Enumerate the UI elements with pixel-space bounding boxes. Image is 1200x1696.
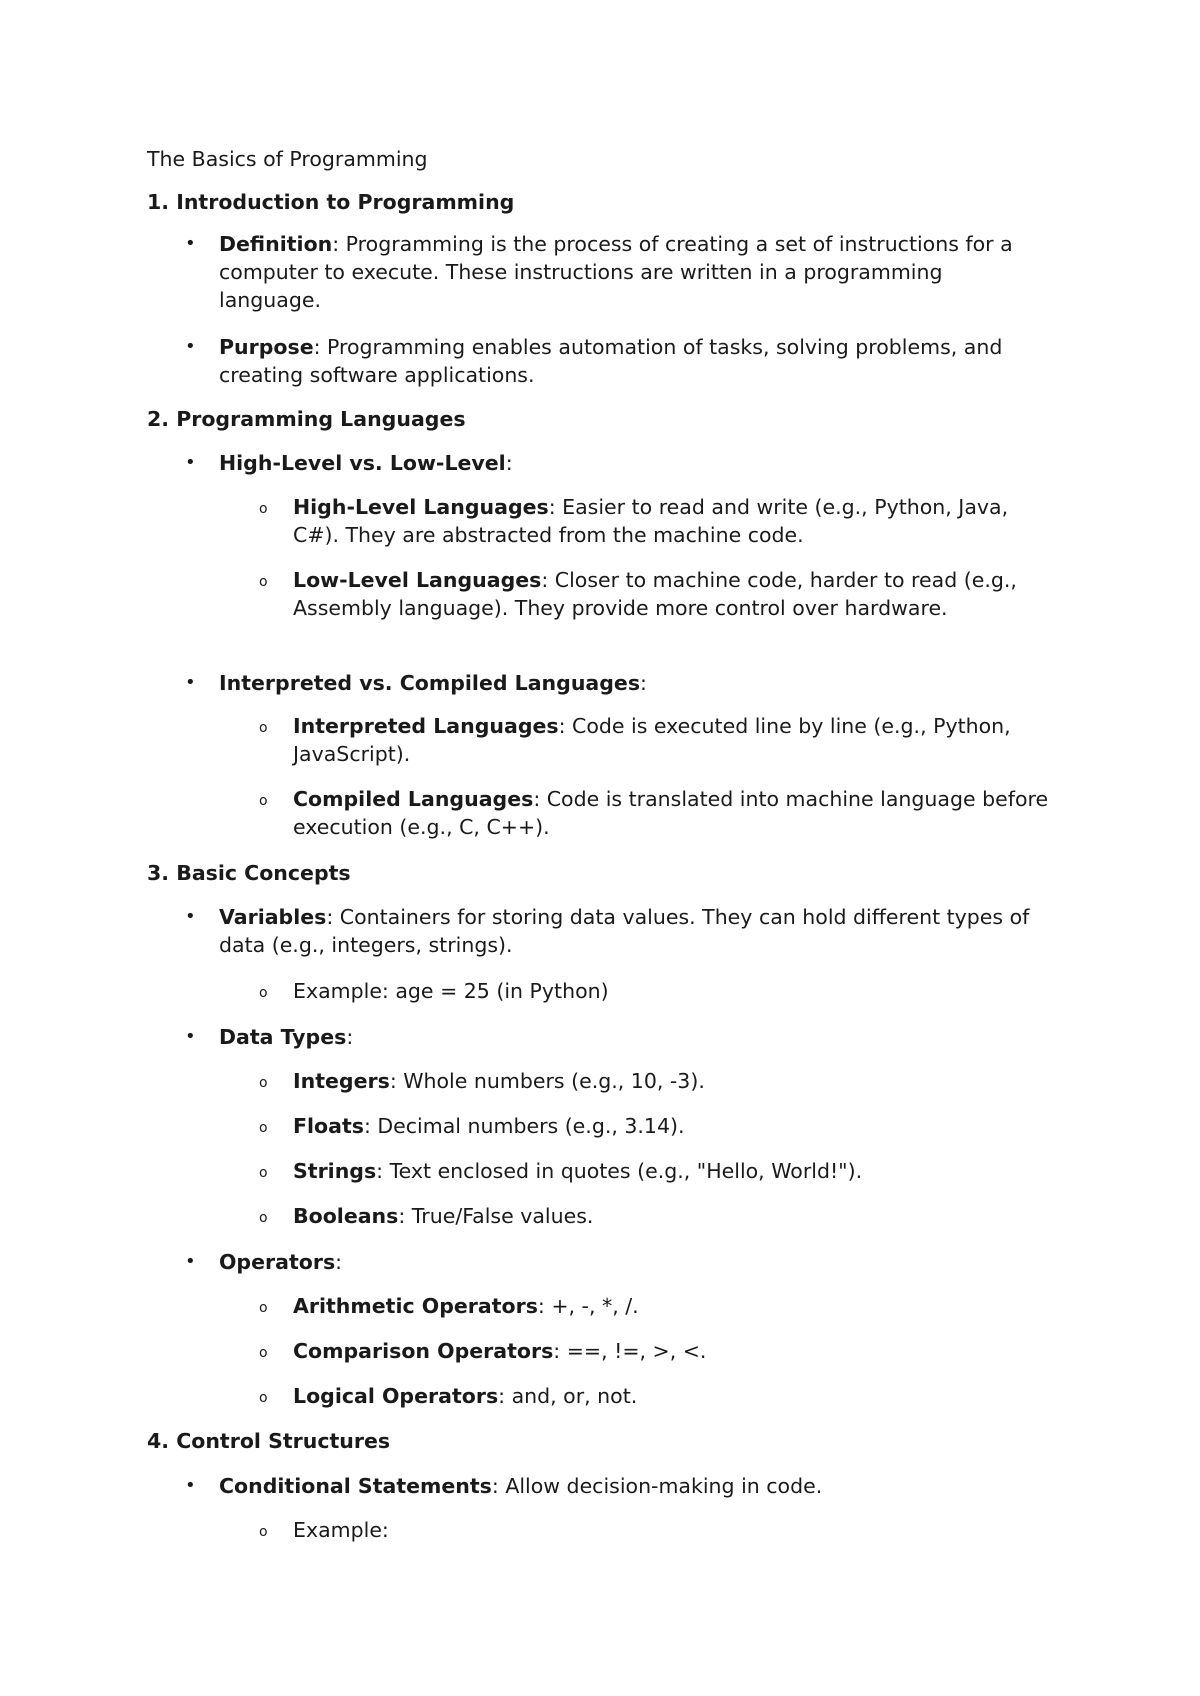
list-subitem: Logical Operators: and, or, not.: [293, 1384, 638, 1408]
bullet-icon: •: [185, 1026, 196, 1047]
sub-bullet-icon: o: [259, 985, 268, 1001]
bullet-icon: •: [185, 452, 196, 473]
list-subitem: Low-Level Languages: Closer to machine code, harder to read (e.g., Assembly language). They provide more control over hardware.: [293, 568, 1017, 620]
bullet-icon: •: [185, 672, 196, 693]
section-heading: 1. Introduction to Programming: [147, 190, 515, 214]
list-subitem: Comparison Operators: ==, !=, >, <.: [293, 1339, 707, 1363]
list-item: Purpose: Programming enables automation of tasks, solving problems, and creating software applications.: [219, 335, 1003, 387]
sub-bullet-icon: o: [259, 1120, 268, 1136]
list-subitem: Compiled Languages: Code is translated into machine language before execution (e.g., C, C++).: [293, 787, 1049, 839]
list-item: Definition: Programming is the process of creating a set of instructions for a computer to execute. These instructions are written in a programming language.: [219, 232, 1013, 312]
list-subitem: High-Level Languages: Easier to read and write (e.g., Python, Java, C#). They are abstracted from the machine code.: [293, 495, 1009, 547]
list-item: Data Types:: [219, 1025, 354, 1049]
list-item: Operators:: [219, 1250, 343, 1274]
list-item: Interpreted vs. Compiled Languages:: [219, 671, 647, 695]
bullet-icon: •: [185, 906, 196, 927]
sub-bullet-icon: o: [259, 1210, 268, 1226]
sub-bullet-icon: o: [259, 1345, 268, 1361]
section-heading: 4. Control Structures: [147, 1429, 391, 1453]
sub-bullet-icon: o: [259, 1524, 268, 1540]
list-item: High-Level vs. Low-Level:: [219, 451, 513, 475]
list-subitem: Interpreted Languages: Code is executed line by line (e.g., Python, JavaScript).: [293, 714, 1011, 766]
bullet-icon: •: [185, 336, 196, 357]
list-subitem: Example:: [293, 1518, 389, 1542]
bullet-icon: •: [185, 233, 196, 254]
bullet-icon: •: [185, 1475, 196, 1496]
list-subitem: Arithmetic Operators: +, -, *, /.: [293, 1294, 639, 1318]
list-item: Conditional Statements: Allow decision-making in code.: [219, 1474, 823, 1498]
section-heading: 3. Basic Concepts: [147, 861, 351, 885]
list-subitem: Example: age = 25 (in Python): [293, 979, 609, 1003]
bullet-icon: •: [185, 1251, 196, 1272]
sub-bullet-icon: o: [259, 720, 268, 736]
sub-bullet-icon: o: [259, 1165, 268, 1181]
document-title: The Basics of Programming: [147, 147, 428, 171]
sub-bullet-icon: o: [259, 793, 268, 809]
sub-bullet-icon: o: [259, 1075, 268, 1091]
list-item: Variables: Containers for storing data values. They can hold different types of data (e.g., integers, strings).: [219, 905, 1030, 957]
list-subitem: Booleans: True/False values.: [293, 1204, 594, 1228]
sub-bullet-icon: o: [259, 1390, 268, 1406]
list-subitem: Strings: Text enclosed in quotes (e.g., "Hello, World!").: [293, 1159, 863, 1183]
list-subitem: Integers: Whole numbers (e.g., 10, -3).: [293, 1069, 705, 1093]
section-heading: 2. Programming Languages: [147, 407, 466, 431]
sub-bullet-icon: o: [259, 1300, 268, 1316]
list-subitem: Floats: Decimal numbers (e.g., 3.14).: [293, 1114, 685, 1138]
sub-bullet-icon: o: [259, 501, 268, 517]
sub-bullet-icon: o: [259, 574, 268, 590]
